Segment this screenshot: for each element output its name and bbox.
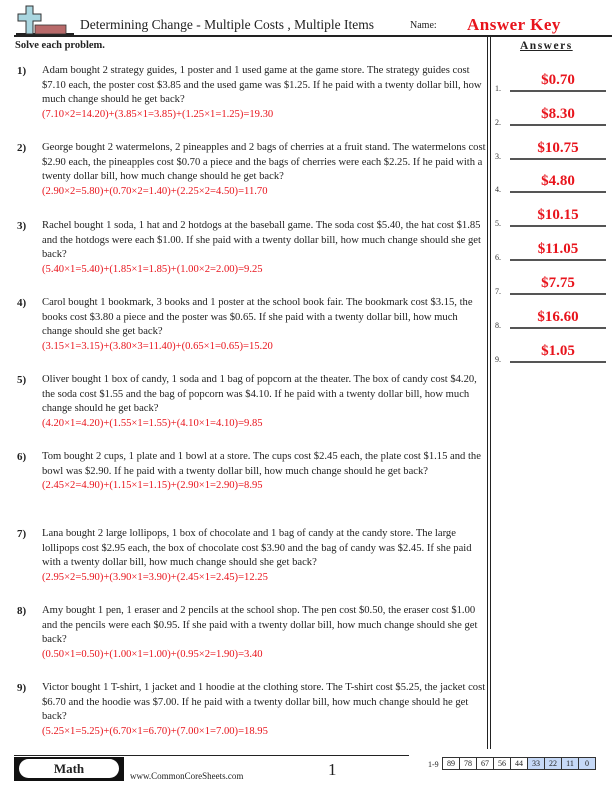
score-cell: 78 bbox=[460, 758, 477, 770]
site-url: www.CommonCoreSheets.com bbox=[130, 771, 244, 781]
problem-item bbox=[17, 604, 487, 662]
score-cell: 22 bbox=[545, 758, 562, 770]
column-divider bbox=[487, 37, 488, 749]
problem-number: 2) bbox=[17, 142, 27, 154]
answer-value: $4.80 bbox=[541, 173, 575, 189]
problem-item bbox=[17, 681, 487, 739]
answer-number: 9. bbox=[495, 355, 501, 364]
worksheet-title: Determining Change - Multiple Costs , Multiple Items bbox=[80, 17, 374, 32]
answer-number: 2. bbox=[495, 118, 501, 127]
answer-value: $10.75 bbox=[537, 140, 579, 156]
answer-value: $7.75 bbox=[541, 275, 575, 291]
page-number: 1 bbox=[328, 760, 337, 779]
problem-work: (2.95×2=5.90)+(3.90×1=3.90)+(2.45×1=2.45)=12.25 bbox=[42, 571, 268, 583]
plus-minus-logo-icon bbox=[16, 5, 74, 35]
answer-number: 7. bbox=[495, 287, 501, 296]
problem-work: (7.10×2=14.20)+(3.85×1=3.85)+(1.25×1=1.25)=19.30 bbox=[42, 108, 274, 120]
score-cell: 89 bbox=[443, 758, 460, 770]
problem-number: 9) bbox=[17, 682, 27, 694]
problem-text: Oliver bought 1 box of candy, 1 soda and 1 bag of popcorn at the theater. The box of candy cost $4.20, the soda cost $1.55 and the bag of popcorn was $4.10. If he paid with a twenty dollar bill, how much change should he get back? bbox=[42, 374, 477, 415]
problem-number: 8) bbox=[17, 605, 27, 617]
answer-line bbox=[510, 327, 606, 329]
column-divider bbox=[490, 37, 491, 749]
problem-text: Tom bought 2 cups, 1 plate and 1 bowl at a store. The cups cost $2.45 each, the plate cost $1.15 and the bowl was $2.90. If he paid with a twenty dollar bill, how much change should he get back? bbox=[42, 451, 481, 477]
problem-text: Adam bought 2 strategy guides, 1 poster and 1 used game at the game store. The strategy guides cost $7.10 each, the poster cost $3.85 and the used game was $1.25. If he paid with a twenty dollar bill, how much change should he get back? bbox=[42, 65, 482, 106]
problem-number: 5) bbox=[17, 374, 27, 386]
answer-number: 8. bbox=[495, 321, 501, 330]
answer-line bbox=[510, 191, 606, 193]
answer-value: $11.05 bbox=[537, 241, 579, 257]
answer-line bbox=[510, 259, 606, 261]
score-table bbox=[442, 757, 596, 770]
answer-line bbox=[510, 225, 606, 227]
answer-row bbox=[495, 270, 610, 296]
problem-text: Rachel bought 1 soda, 1 hat and 2 hotdogs at the baseball game. The soda cost $5.40, the hat cost $1.85 and the hotdogs were each $1.00. If she paid with a twenty dollar bill, how much change should she get back? bbox=[42, 220, 481, 261]
problem-item bbox=[17, 373, 487, 431]
problem-number: 6) bbox=[17, 451, 27, 463]
answer-line bbox=[510, 293, 606, 295]
answer-row bbox=[495, 168, 610, 194]
problem-item bbox=[17, 141, 487, 199]
answer-row bbox=[495, 304, 610, 330]
answer-row bbox=[495, 101, 610, 127]
header-divider bbox=[14, 35, 612, 37]
score-range-label: 1-9 bbox=[428, 760, 439, 769]
answer-value: $8.30 bbox=[541, 106, 575, 122]
problem-text: Lana bought 2 large lollipops, 1 box of chocolate and 1 bag of candy at the candy store. The large lollipops cost $2.95 each, the box of chocolate cost $3.90 and the bag of candy was $2.45. If she paid with a twenty dollar bill, how much change should she get back? bbox=[42, 528, 472, 569]
answers-heading: Answers bbox=[520, 40, 573, 52]
problem-item bbox=[17, 450, 487, 494]
name-value: Answer Key bbox=[467, 15, 561, 34]
problem-item bbox=[17, 219, 487, 277]
problem-number: 4) bbox=[17, 297, 27, 309]
answer-row bbox=[495, 135, 610, 161]
problem-text: George bought 2 watermelons, 2 pineapples and 2 bags of cherries at a fruit stand. The watermelons cost $2.90 each, the pineapples cost $0.70 a piece and the bags of cherries were each $2.25. If he paid with a twenty dollar bill, how much change should he get back? bbox=[42, 142, 486, 183]
answer-row bbox=[495, 338, 610, 364]
problem-number: 7) bbox=[17, 528, 27, 540]
score-cell: 67 bbox=[477, 758, 494, 770]
problem-item bbox=[17, 296, 487, 354]
problem-number: 1) bbox=[17, 65, 27, 77]
problem-work: (3.15×1=3.15)+(3.80×3=11.40)+(0.65×1=0.65)=15.20 bbox=[42, 340, 273, 352]
answer-line bbox=[510, 361, 606, 363]
problem-work: (5.40×1=5.40)+(1.85×1=1.85)+(1.00×2=2.00)=9.25 bbox=[42, 263, 263, 275]
answer-number: 6. bbox=[495, 253, 501, 262]
answer-number: 3. bbox=[495, 152, 501, 161]
footer-divider bbox=[14, 755, 409, 756]
subject-label: Math bbox=[19, 759, 119, 778]
answer-row bbox=[495, 236, 610, 262]
answer-number: 5. bbox=[495, 219, 501, 228]
answer-line bbox=[510, 124, 606, 126]
problem-item bbox=[17, 64, 487, 122]
score-cell: 56 bbox=[494, 758, 511, 770]
problem-number: 3) bbox=[17, 220, 27, 232]
answer-value: $16.60 bbox=[537, 309, 579, 325]
problem-work: (4.20×1=4.20)+(1.55×1=1.55)+(4.10×1=4.10)=9.85 bbox=[42, 417, 263, 429]
answer-row bbox=[495, 67, 610, 93]
score-cell: 0 bbox=[579, 758, 596, 770]
answer-value: $1.05 bbox=[541, 343, 575, 359]
problem-text: Carol bought 1 bookmark, 3 books and 1 poster at the school book fair. The bookmark cost $3.15, the books cost $3.80 a piece and the poster was $0.65. If she paid with a twenty dollar bill, how much change should she get back? bbox=[42, 297, 473, 338]
answer-line bbox=[510, 158, 606, 160]
problem-work: (0.50×1=0.50)+(1.00×1=1.00)+(0.95×2=1.90)=3.40 bbox=[42, 648, 263, 660]
score-cell: 44 bbox=[511, 758, 528, 770]
problem-text: Amy bought 1 pen, 1 eraser and 2 pencils at the school shop. The pen cost $0.50, the eraser cost $1.00 and the pencils were each $0.95. If she paid with a twenty dollar bill, how much change should she get back? bbox=[42, 605, 478, 646]
answer-number: 1. bbox=[495, 84, 501, 93]
problem-work: (5.25×1=5.25)+(6.70×1=6.70)+(7.00×1=7.00)=18.95 bbox=[42, 725, 268, 737]
answer-value: $0.70 bbox=[541, 72, 575, 88]
answer-row bbox=[495, 202, 610, 228]
problem-work: (2.90×2=5.80)+(0.70×2=1.40)+(2.25×2=4.50)=11.70 bbox=[42, 185, 268, 197]
answer-line bbox=[510, 90, 606, 92]
answer-value: $10.15 bbox=[537, 207, 579, 223]
instructions: Solve each problem. bbox=[15, 40, 105, 51]
problem-work: (2.45×2=4.90)+(1.15×1=1.15)+(2.90×1=2.90)=8.95 bbox=[42, 480, 263, 492]
answer-number: 4. bbox=[495, 185, 501, 194]
score-cell: 11 bbox=[562, 758, 579, 770]
problem-text: Victor bought 1 T-shirt, 1 jacket and 1 hoodie at the clothing store. The T-shirt cost $5.25, the jacket cost $6.70 and the hoodie was $7.00. If he paid with a twenty dollar bill, how much change should he get back? bbox=[42, 682, 486, 723]
score-cell: 33 bbox=[528, 758, 545, 770]
problem-item bbox=[17, 527, 487, 585]
name-label: Name: bbox=[410, 20, 437, 31]
